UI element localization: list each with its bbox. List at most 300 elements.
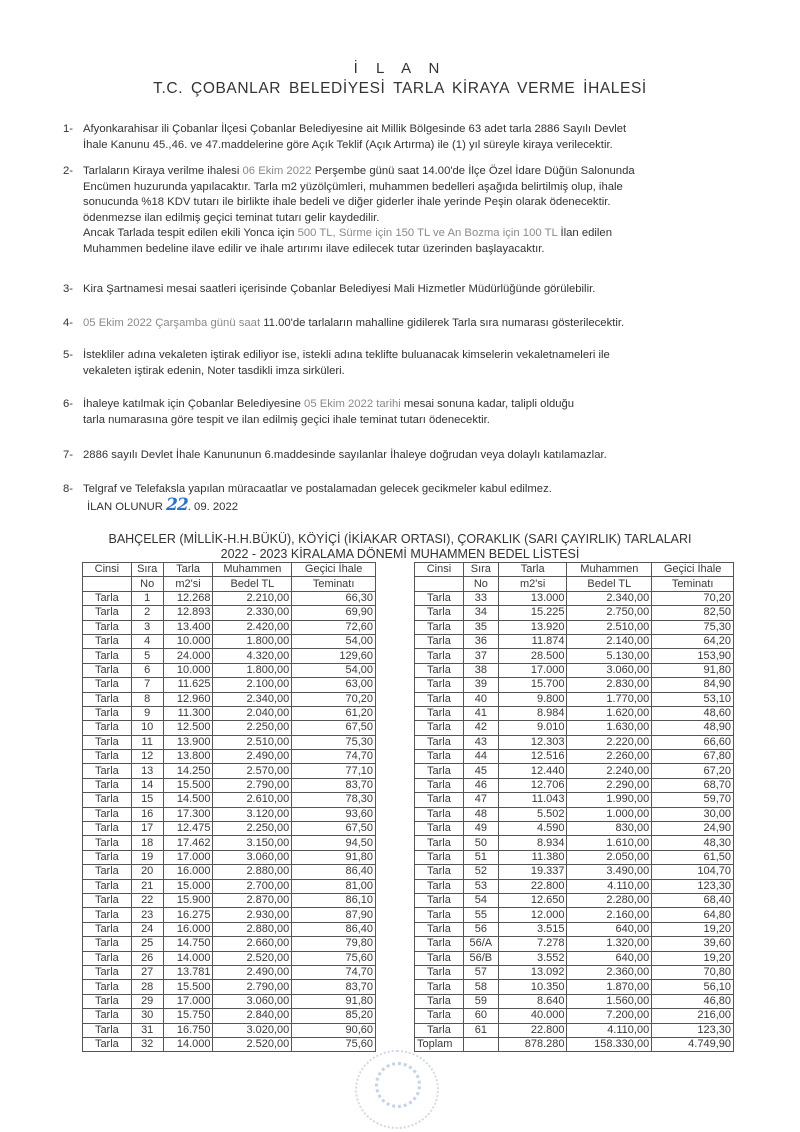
- column-header: No: [463, 577, 498, 591]
- table-row: [83, 951, 376, 965]
- cell-no: 56/B: [463, 951, 498, 965]
- table-row: [83, 735, 376, 749]
- cell-price: 3.490,00: [567, 865, 652, 879]
- cell-deposit: 83,70: [292, 980, 376, 994]
- cell-price: 2.880,00: [213, 922, 292, 936]
- cell-type: Tarla: [83, 678, 132, 692]
- cell-type: Tarla: [415, 822, 464, 836]
- cell-type: Tarla: [83, 965, 132, 979]
- cell-price: 2.340,00: [213, 692, 292, 706]
- cell-area: 12.960: [163, 692, 213, 706]
- table-row: [415, 807, 734, 821]
- cell-type: Tarla: [415, 706, 464, 720]
- cell-area: 15.500: [163, 778, 213, 792]
- cell-area: 14.000: [163, 1037, 213, 1051]
- cell-area: 15.900: [163, 893, 213, 907]
- cell-deposit: 77,10: [292, 764, 376, 778]
- cell-deposit: 94,50: [292, 836, 376, 850]
- cell-deposit: 91,80: [292, 994, 376, 1008]
- cell-type: Tarla: [415, 735, 464, 749]
- clause-number: 6-: [63, 398, 74, 410]
- cell-deposit: 66,60: [652, 735, 734, 749]
- clause-line: Telgraf ve Telefaksla yapılan müracaatlar ve postalamadan gelecek gecikmeler kabul edilmez.: [83, 483, 552, 495]
- cell-price: 2.490,00: [213, 965, 292, 979]
- clause-number: 5-: [63, 349, 74, 361]
- cell-price: 2.840,00: [213, 1009, 292, 1023]
- cell-area: 12.475: [163, 822, 213, 836]
- cell-type: Tarla: [83, 764, 132, 778]
- column-header: Geçici İhale: [652, 563, 734, 577]
- cell-area: 15.700: [498, 678, 567, 692]
- cell-no: 54: [463, 893, 498, 907]
- table-header-row: [83, 563, 376, 577]
- cell-deposit: 74,70: [292, 965, 376, 979]
- table-row: [415, 634, 734, 648]
- cell-no: 4: [131, 634, 163, 648]
- cell-no: 56: [463, 922, 498, 936]
- cell-deposit: 78,30: [292, 793, 376, 807]
- clause-3: [63, 282, 763, 298]
- cell-deposit: 19,20: [652, 922, 734, 936]
- cell-deposit: 90,60: [292, 1023, 376, 1037]
- cell-area: 11.300: [163, 706, 213, 720]
- cell-no: 7: [131, 678, 163, 692]
- cell-type: Tarla: [83, 750, 132, 764]
- cell-area: 14.500: [163, 793, 213, 807]
- cell-type: Tarla: [415, 937, 464, 951]
- cell-no: 13: [131, 764, 163, 778]
- cell-type: Tarla: [415, 893, 464, 907]
- cell-no: 21: [131, 879, 163, 893]
- table-row: [83, 692, 376, 706]
- cell-area: 13.900: [163, 735, 213, 749]
- table-row: [415, 865, 734, 879]
- cell-no: 39: [463, 678, 498, 692]
- cell-deposit: 24,90: [652, 822, 734, 836]
- table-row: [415, 922, 734, 936]
- cell-type: Tarla: [83, 692, 132, 706]
- table-row: [415, 793, 734, 807]
- table-row: [415, 1037, 734, 1051]
- cell-area: 15.000: [163, 879, 213, 893]
- table-row: [83, 649, 376, 663]
- table-row: [415, 735, 734, 749]
- cell-no: 14: [131, 778, 163, 792]
- cell-area: 15.225: [498, 606, 567, 620]
- clause-number: 1-: [63, 123, 74, 135]
- cell-type: Tarla: [415, 965, 464, 979]
- cell-type: Tarla: [415, 922, 464, 936]
- cell-area: 15.750: [163, 1009, 213, 1023]
- cell-area: 11.874: [498, 634, 567, 648]
- cell-type: Tarla: [415, 1009, 464, 1023]
- cell-price: 1.610,00: [567, 836, 652, 850]
- cell-area: 13.800: [163, 750, 213, 764]
- cell-deposit: 75,60: [292, 1037, 376, 1051]
- cell-deposit: 123,30: [652, 879, 734, 893]
- cell-no: 2: [131, 606, 163, 620]
- cell-price: 2.260,00: [567, 750, 652, 764]
- cell-type: Tarla: [83, 908, 132, 922]
- cell-area: 22.800: [498, 1023, 567, 1037]
- cell-price: 2.160,00: [567, 908, 652, 922]
- cell-area: 8.934: [498, 836, 567, 850]
- cell-deposit: 216,00: [652, 1009, 734, 1023]
- clause-7: [63, 448, 763, 464]
- cell-price: 2.510,00: [213, 735, 292, 749]
- cell-type: Tarla: [415, 807, 464, 821]
- cell-area: 14.750: [163, 937, 213, 951]
- cell-type: Tarla: [83, 937, 132, 951]
- clause-number: 3-: [63, 283, 74, 295]
- column-header: Sıra: [463, 563, 498, 577]
- cell-deposit: 70,20: [292, 692, 376, 706]
- cell-no: 46: [463, 778, 498, 792]
- column-header: Teminatı: [652, 577, 734, 591]
- cell-price: 2.420,00: [213, 620, 292, 634]
- cell-deposit: 70,20: [652, 591, 734, 605]
- column-header: [83, 577, 132, 591]
- table-row: [83, 606, 376, 620]
- cell-price: 1.770,00: [567, 692, 652, 706]
- clause-5: [63, 348, 763, 379]
- cell-type: Tarla: [415, 620, 464, 634]
- cell-price: 1.620,00: [567, 706, 652, 720]
- cell-type: Tarla: [415, 850, 464, 864]
- cell-type: Tarla: [415, 663, 464, 677]
- cell-no: 47: [463, 793, 498, 807]
- clause-line: tarla numarasına göre tespit ve ilan edilmiş geçici ihale teminat tutarı ödenecektir.: [83, 413, 490, 426]
- cell-area: 14.250: [163, 764, 213, 778]
- cell-price: 2.290,00: [567, 778, 652, 792]
- cell-area: 7.278: [498, 937, 567, 951]
- cell-no: 51: [463, 850, 498, 864]
- cell-type: Tarla: [83, 591, 132, 605]
- cell-price: 1.990,00: [567, 793, 652, 807]
- cell-deposit: 54,00: [292, 663, 376, 677]
- column-header: Bedel TL: [213, 577, 292, 591]
- cell-price: 2.050,00: [567, 850, 652, 864]
- cell-deposit: 48,30: [652, 836, 734, 850]
- cell-no: 8: [131, 692, 163, 706]
- clause-line: ödenmezse ilan edilmiş geçici teminat tutarı gelir kaydedilir.: [83, 211, 380, 224]
- cell-price: 2.040,00: [213, 706, 292, 720]
- table-row: [415, 951, 734, 965]
- table-row: [415, 836, 734, 850]
- table-row: [415, 980, 734, 994]
- cell-price: 1.870,00: [567, 980, 652, 994]
- cell-deposit: 46,80: [652, 994, 734, 1008]
- cell-price: 3.150,00: [213, 836, 292, 850]
- cell-area: 40.000: [498, 1009, 567, 1023]
- table-row: [83, 879, 376, 893]
- cell-area: 16.750: [163, 1023, 213, 1037]
- cell-no: 3: [131, 620, 163, 634]
- cell-deposit: 30,00: [652, 807, 734, 821]
- cell-area: 8.984: [498, 706, 567, 720]
- cell-deposit: 123,30: [652, 1023, 734, 1037]
- table-row: [83, 620, 376, 634]
- price-table-right: [414, 562, 734, 1052]
- cell-deposit: 69,90: [292, 606, 376, 620]
- table-row: [83, 634, 376, 648]
- clause-number: 2-: [63, 165, 74, 177]
- cell-deposit: 48,90: [652, 721, 734, 735]
- cell-area: 13.092: [498, 965, 567, 979]
- cell-no: 60: [463, 1009, 498, 1023]
- table-row: [83, 850, 376, 864]
- cell-type: Tarla: [83, 620, 132, 634]
- clause-1: [63, 122, 763, 153]
- clause-number: 8-: [63, 483, 74, 495]
- cell-type: Tarla: [415, 649, 464, 663]
- table-row: [83, 1023, 376, 1037]
- clause-line: 2886 sayılı Devlet İhale Kanununun 6.maddesinde sayılanlar İhaleye doğrudan veya dolaylı katılamazlar.: [83, 449, 607, 461]
- cell-price: 2.140,00: [567, 634, 652, 648]
- table-row: [415, 893, 734, 907]
- cell-deposit: 81,00: [292, 879, 376, 893]
- cell-deposit: 79,80: [292, 937, 376, 951]
- cell-type: Tarla: [83, 822, 132, 836]
- cell-type: Tarla: [415, 692, 464, 706]
- cell-price: 2.340,00: [567, 591, 652, 605]
- cell-type: Tarla: [415, 951, 464, 965]
- cell-deposit: 74,70: [292, 750, 376, 764]
- cell-no: 48: [463, 807, 498, 821]
- cell-no: 20: [131, 865, 163, 879]
- cell-price: 2.100,00: [213, 678, 292, 692]
- cell-type: Tarla: [83, 1037, 132, 1051]
- clause-8: [63, 482, 763, 515]
- cell-type: Tarla: [415, 1023, 464, 1037]
- cell-no: 24: [131, 922, 163, 936]
- notice-subtitle: T.C. ÇOBANLAR BELEDİYESİ TARLA KİRAYA VERME İHALESİ: [153, 80, 647, 97]
- cell-no: 61: [463, 1023, 498, 1037]
- table-row: [83, 893, 376, 907]
- column-header: m2'si: [163, 577, 213, 591]
- cell-type: Tarla: [83, 634, 132, 648]
- cell-area: 16.000: [163, 865, 213, 879]
- cell-area: 10.350: [498, 980, 567, 994]
- column-header: No: [131, 577, 163, 591]
- cell-type: Tarla: [83, 606, 132, 620]
- cell-area: 12.650: [498, 893, 567, 907]
- cell-type: Toplam: [415, 1037, 464, 1051]
- cell-area: 12.516: [498, 750, 567, 764]
- cell-deposit: 56,10: [652, 980, 734, 994]
- table-row: [83, 937, 376, 951]
- cell-no: 25: [131, 937, 163, 951]
- cell-price: 2.520,00: [213, 1037, 292, 1051]
- table-row: [415, 706, 734, 720]
- table-row: [415, 750, 734, 764]
- table-header-row: [83, 577, 376, 591]
- cell-price: 830,00: [567, 822, 652, 836]
- cell-area: 13.400: [163, 620, 213, 634]
- cell-no: 45: [463, 764, 498, 778]
- cell-area: 9.800: [498, 692, 567, 706]
- cell-price: 2.330,00: [213, 606, 292, 620]
- cell-price: 4.110,00: [567, 1023, 652, 1037]
- clause-6: [63, 397, 763, 428]
- cell-type: Tarla: [83, 663, 132, 677]
- cell-price: 2.880,00: [213, 865, 292, 879]
- cell-area: 10.000: [163, 663, 213, 677]
- table-row: [415, 606, 734, 620]
- cell-deposit: 48,60: [652, 706, 734, 720]
- table-row: [415, 649, 734, 663]
- cell-deposit: 75,60: [292, 951, 376, 965]
- cell-type: Tarla: [415, 606, 464, 620]
- clause-line: Afyonkarahisar ili Çobanlar İlçesi Çobanlar Belediyesine ait Millik Bölgesinde 63 adet tarla 2886 Sayılı Devlet: [83, 123, 627, 135]
- cell-price: 2.240,00: [567, 764, 652, 778]
- seal-inner-ring-icon: [375, 1062, 421, 1108]
- table-row: [83, 908, 376, 922]
- table-row: [415, 678, 734, 692]
- cell-deposit: 54,00: [292, 634, 376, 648]
- cell-area: 17.000: [163, 994, 213, 1008]
- column-header: Tarla: [498, 563, 567, 577]
- cell-no: 10: [131, 721, 163, 735]
- cell-deposit: 67,80: [652, 750, 734, 764]
- cell-price: 640,00: [567, 922, 652, 936]
- cell-no: 28: [131, 980, 163, 994]
- cell-type: Tarla: [83, 994, 132, 1008]
- list-subtitle: 2022 - 2023 KİRALAMA DÖNEMİ MUHAMMEN BEDEL LİSTESİ: [220, 547, 580, 561]
- cell-price: 1.560,00: [567, 994, 652, 1008]
- table-row: [415, 721, 734, 735]
- table-row: [415, 1023, 734, 1037]
- handwritten-day: 22: [166, 494, 188, 515]
- cell-deposit: 67,50: [292, 721, 376, 735]
- cell-no: 18: [131, 836, 163, 850]
- clause-2: [63, 164, 763, 258]
- table-row: [415, 591, 734, 605]
- clause-line: Ancak Tarlada tespit edilen ekili Yonca için 500 TL, Sürme için 150 TL ve An Bozma için 100 TL İlan edilen: [83, 227, 613, 240]
- column-header: Bedel TL: [567, 577, 652, 591]
- table-row: [83, 965, 376, 979]
- cell-type: Tarla: [83, 649, 132, 663]
- cell-no: 36: [463, 634, 498, 648]
- clause-line: İhale Kanunu 45.,46. ve 47.maddelerine göre Açık Teklif (Açık Artırma) ile (1) yıl süreyle kiraya verilecektir.: [83, 138, 613, 151]
- cell-no: 55: [463, 908, 498, 922]
- cell-deposit: 75,30: [652, 620, 734, 634]
- cell-type: Tarla: [415, 879, 464, 893]
- auction-date: 06 Ekim 2022: [242, 165, 312, 177]
- cell-type: Tarla: [415, 793, 464, 807]
- cell-no: 5: [131, 649, 163, 663]
- cell-deposit: 67,20: [652, 764, 734, 778]
- cell-deposit: 64,20: [652, 634, 734, 648]
- table-row: [415, 908, 734, 922]
- cell-price: 3.020,00: [213, 1023, 292, 1037]
- cell-price: 2.830,00: [567, 678, 652, 692]
- cell-type: Tarla: [83, 706, 132, 720]
- cell-price: 640,00: [567, 951, 652, 965]
- clause-line: Muhammen bedeline ilave edilir ve ihale artırımı ilave edilecek tutar üzerinden başlayacaktır.: [83, 242, 545, 255]
- cell-area: 9.010: [498, 721, 567, 735]
- cell-area: 12.303: [498, 735, 567, 749]
- cell-price: 1.800,00: [213, 663, 292, 677]
- deposit-deadline: 05 Ekim 2022 tarihi: [304, 398, 401, 410]
- cell-no: 52: [463, 865, 498, 879]
- table-row: [415, 692, 734, 706]
- cell-no: 37: [463, 649, 498, 663]
- cell-price: 2.210,00: [213, 591, 292, 605]
- column-header: Tarla: [163, 563, 213, 577]
- cell-no: 57: [463, 965, 498, 979]
- clause-number: 4-: [63, 317, 74, 329]
- cell-price: 2.250,00: [213, 721, 292, 735]
- cell-price: 4.320,00: [213, 649, 292, 663]
- cell-type: Tarla: [415, 750, 464, 764]
- cell-no: 42: [463, 721, 498, 735]
- cell-no: 29: [131, 994, 163, 1008]
- cell-area: 19.337: [498, 865, 567, 879]
- cell-no: 6: [131, 663, 163, 677]
- cell-deposit: 129,60: [292, 649, 376, 663]
- cell-type: Tarla: [415, 778, 464, 792]
- column-header: Geçici İhale: [292, 563, 376, 577]
- table-row: [83, 1009, 376, 1023]
- cell-type: Tarla: [83, 922, 132, 936]
- cell-price: 1.000,00: [567, 807, 652, 821]
- cell-price: 2.520,00: [213, 951, 292, 965]
- clause-line: Encümen huzurunda yapılacaktır. Tarla m2 yüzölçümleri, muhammen bedelleri aşağıda belirtilmiş olup, ihale: [83, 180, 623, 193]
- cell-type: Tarla: [83, 980, 132, 994]
- table-row: [83, 706, 376, 720]
- cell-price: 2.790,00: [213, 980, 292, 994]
- clause-line: 05 Ekim 2022 Çarşamba günü saat 11.00'de tarlaların mahalline gidilerek Tarla sıra numarası gösterilecektir.: [83, 317, 625, 329]
- cell-area: 11.625: [163, 678, 213, 692]
- table-row: [415, 994, 734, 1008]
- cell-type: Tarla: [83, 1009, 132, 1023]
- table-row: [415, 1009, 734, 1023]
- column-header: Cinsi: [415, 563, 464, 577]
- cell-no: 49: [463, 822, 498, 836]
- table-row: [83, 663, 376, 677]
- cell-type: Tarla: [415, 591, 464, 605]
- cell-type: Tarla: [83, 879, 132, 893]
- clause-line: Kira Şartnamesi mesai saatleri içerisinde Çobanlar Belediyesi Mali Hizmetler Müdürlüğünde görülebilir.: [83, 283, 596, 295]
- cell-no: 15: [131, 793, 163, 807]
- cell-deposit: 82,50: [652, 606, 734, 620]
- cell-deposit: 87,90: [292, 908, 376, 922]
- cell-type: Tarla: [83, 893, 132, 907]
- cell-deposit: 91,80: [652, 663, 734, 677]
- cell-deposit: 61,20: [292, 706, 376, 720]
- cell-price: 2.220,00: [567, 735, 652, 749]
- price-table-left: [82, 562, 376, 1052]
- cell-deposit: 104,70: [652, 865, 734, 879]
- table-row: [415, 663, 734, 677]
- table-header-row: [415, 563, 734, 577]
- cell-no: 9: [131, 706, 163, 720]
- cell-area: 12.000: [498, 908, 567, 922]
- cell-area: 22.800: [498, 879, 567, 893]
- cell-deposit: 67,50: [292, 822, 376, 836]
- cell-area: 878.280: [498, 1037, 567, 1051]
- list-title: BAHÇELER (MİLLİK-H.H.BÜKÜ), KÖYİÇİ (İKİAKAR ORTASI), ÇORAKLIK (SARI ÇAYIRLIK) TARLALARI: [108, 532, 692, 546]
- cell-deposit: 59,70: [652, 793, 734, 807]
- cell-deposit: 68,70: [652, 778, 734, 792]
- cell-price: 5.130,00: [567, 649, 652, 663]
- cell-deposit: 86,40: [292, 865, 376, 879]
- cell-no: 17: [131, 822, 163, 836]
- cell-type: Tarla: [83, 951, 132, 965]
- table-row: [83, 764, 376, 778]
- cell-area: 17.300: [163, 807, 213, 821]
